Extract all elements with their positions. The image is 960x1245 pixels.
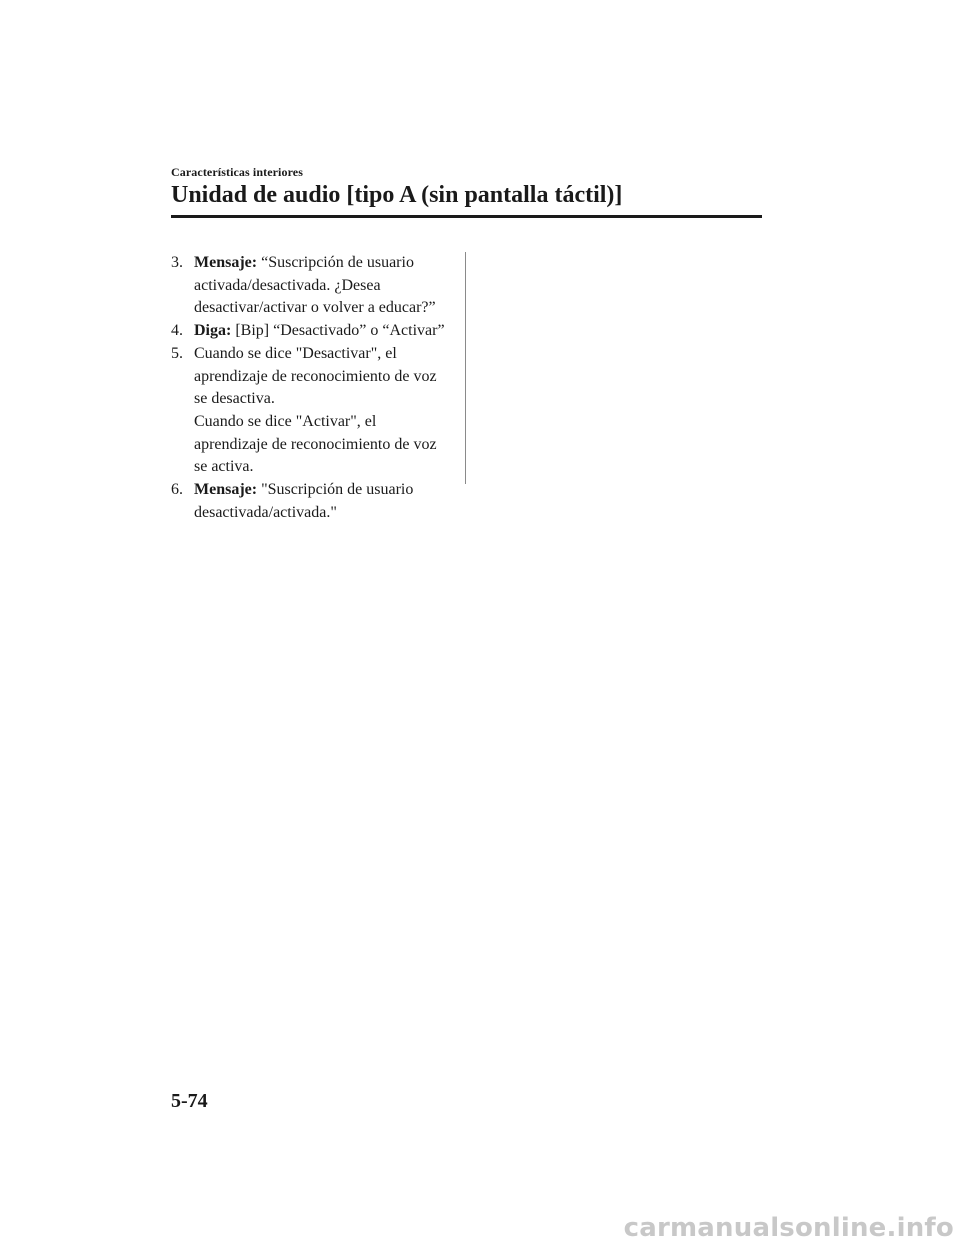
step-6 (171, 479, 456, 524)
column-divider (465, 252, 466, 484)
step-text: se activa. (194, 458, 254, 476)
step-text: "Suscripción de usuario (257, 481, 414, 499)
step-text: desactivada/activada." (194, 503, 337, 521)
step-number: 5. (171, 344, 183, 362)
step-number: 4. (171, 322, 183, 340)
watermark: carmanualsonline.info (623, 1213, 954, 1243)
step-label: Mensaje: (194, 254, 258, 271)
content-column (171, 252, 456, 524)
step-text: [Bip] “Desactivado” o “Activar” (231, 322, 445, 340)
step-text: Cuando se dice "Desactivar", el (194, 344, 397, 362)
step-label: Mensaje: (194, 481, 258, 499)
step-number: 6. (171, 481, 183, 499)
step-text: “Suscripción de usuario (257, 254, 414, 271)
step-number: 3. (171, 254, 183, 271)
step-label: Diga: (194, 322, 232, 340)
step-text: se desactiva. (194, 390, 275, 408)
step-3 (171, 252, 456, 320)
section-label: Características interiores (171, 165, 303, 179)
title-rule (171, 215, 762, 218)
step-5 (171, 343, 456, 479)
step-list (171, 252, 456, 524)
step-text: aprendizaje de reconocimiento de voz (194, 367, 437, 385)
step-text: desactivar/activar o volver a educar?” (194, 299, 436, 317)
step-4 (171, 320, 456, 343)
step-text: Cuando se dice "Activar", el (194, 412, 377, 430)
page-number: 5-74 (171, 1090, 208, 1112)
step-text: activada/desactivada. ¿Desea (194, 276, 381, 294)
page-title: Unidad de audio [tipo A (sin pantalla táctil)] (171, 182, 623, 208)
step-text: aprendizaje de reconocimiento de voz (194, 435, 437, 453)
